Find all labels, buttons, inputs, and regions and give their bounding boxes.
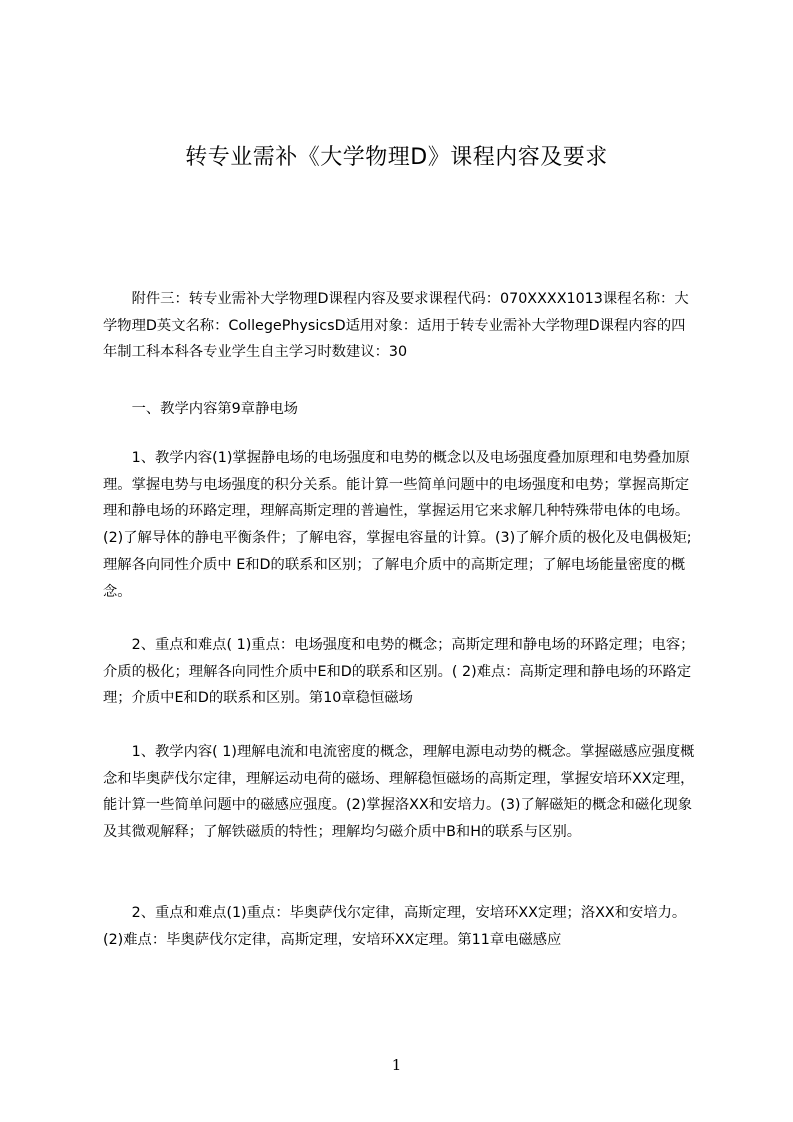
chapter10-key-points-block [103, 900, 699, 953]
chapter9-content-block [103, 445, 699, 605]
chapter10-content-paragraph: 1、教学内容( 1)理解电流和电流密度的概念，理解电源电动势的概念。掌握磁感应强度概念和毕奥萨伐尔定律，理解运动电荷的磁场、理解稳恒磁场的高斯定理，掌握安培环XX定理，能计算一些简单问题中的磁感应强度。(2)掌握洛XX和安培力。(3)了解磁矩的概念和磁化现象及其微观解释；了解铁磁质的特性；理解均匀磁介质中B和H的联系与区别。 [103, 744, 695, 841]
chapter9-key-points-block [103, 632, 699, 712]
section-heading-block [103, 396, 699, 422]
chapter9-content-paragraph: 1、教学内容(1)掌握静电场的电场强度和电势的概念以及电场强度叠加原理和电势叠加原理。掌握电势与电场强度的积分关系。能计算一些简单问题中的电场强度和电势；掌握高斯定理和静电场的环路定理，理解高斯定理的普遍性，掌握运用它来求解几种特殊带电体的电场。(2)了解导体的静电平衡条件；了解电容，掌握电容量的计算。(3)了解介质的极化及电偶极矩;理解各向同性介质中 E和D的联系和区别；了解电介质中的高斯定理；了解电场能量密度的概念。 [103, 450, 692, 600]
chapter10-key-points-paragraph: 2、重点和难点(1)重点：毕奥萨伐尔定律，高斯定理，安培环XX定理；洛XX和安培力。(2)难点：毕奥萨伐尔定律，高斯定理，安培环XX定理。第11章电磁感应 [103, 905, 687, 948]
chapter10-content-block [103, 739, 699, 846]
chapter9-key-points-paragraph: 2、重点和难点( 1)重点：电场强度和电势的概念；高斯定理和静电场的环路定理；电容；介质的极化；理解各向同性介质中E和D的联系和区别。( 2)难点：高斯定理和静电场的环路定理；介质中E和D的联系和区别。第10章稳恒磁场 [103, 637, 695, 707]
intro-block [103, 286, 699, 366]
intro-paragraph: 附件三：转专业需补大学物理D课程内容及要求课程代码：070XXXX1013课程名称：大学物理D英文名称：CollegePhysicsD适用对象：适用于转专业需补大学物理D课程内容的四年制工科本科各专业学生自主学习时数建议：30 [103, 291, 689, 361]
section-heading: 一、教学内容第9章静电场 [131, 401, 298, 417]
page-number: 1 [391, 1056, 402, 1074]
document-title: 转专业需补《大学物理D》课程内容及要求 [185, 145, 608, 170]
